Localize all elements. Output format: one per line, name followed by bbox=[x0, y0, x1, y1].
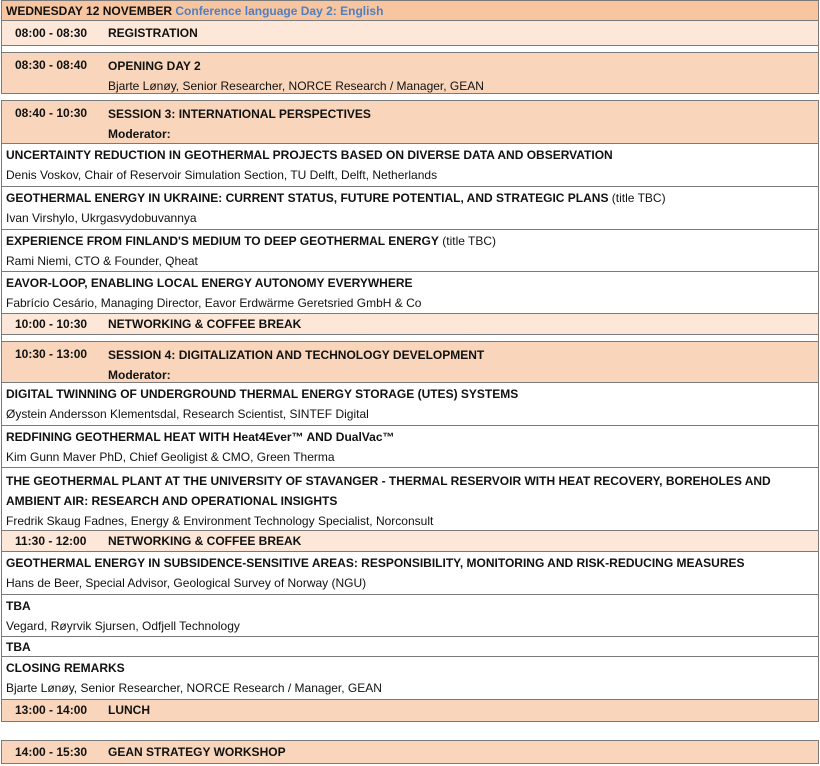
talk-item bbox=[1, 230, 819, 272]
talk-title: EAVOR-LOOP, ENABLING LOCAL ENERGY AUTONOMY EVERYWHERE bbox=[6, 276, 413, 290]
talk-title: TBA bbox=[6, 599, 31, 613]
talk-speaker: Rami Niemi, CTO & Founder, Qheat bbox=[6, 254, 198, 268]
talk-note: (title TBC) bbox=[608, 191, 666, 205]
talk-speaker: Ivan Virshylo, Ukrgasvydobuvannya bbox=[6, 211, 197, 225]
break-time: 10:00 - 10:30 bbox=[15, 317, 88, 331]
talk-speaker: Vegard, Røyrvik Sjursen, Odfjell Technology bbox=[6, 619, 240, 633]
registration-row bbox=[1, 21, 819, 46]
session3-row bbox=[1, 100, 819, 144]
talk-title: EXPERIENCE FROM FINLAND'S MEDIUM TO DEEP GEOTHERMAL ENERGY bbox=[6, 234, 439, 248]
break-title: NETWORKING & COFFEE BREAK bbox=[108, 317, 302, 331]
talk-title: TBA bbox=[6, 640, 31, 654]
opening-speaker: Bjarte Lønøy, Senior Researcher, NORCE Research / Manager, GEAN bbox=[108, 79, 484, 93]
session3-title: SESSION 3: INTERNATIONAL PERSPECTIVES bbox=[108, 107, 371, 121]
lunch-time: 13:00 - 14:00 bbox=[15, 703, 88, 717]
talk-speaker: Øystein Andersson Klementsdal, Research Scientist, SINTEF Digital bbox=[6, 407, 369, 421]
talk-speaker: Fredrik Skaug Fadnes, Energy & Environment Technology Specialist, Norconsult bbox=[6, 514, 434, 528]
opening-time: 08:30 - 08:40 bbox=[15, 58, 88, 72]
session4-moderator: Moderator: bbox=[108, 368, 171, 382]
talk-title: REDFINING GEOTHERMAL HEAT WITH Heat4Ever™ AND DualVac™ bbox=[6, 430, 395, 444]
talk-title: GEOTHERMAL ENERGY IN SUBSIDENCE-SENSITIVE AREAS: RESPONSIBILITY, MONITORING AND RISK-REDUCING MEASURES bbox=[6, 556, 745, 570]
coffee-break-row bbox=[1, 531, 819, 552]
workshop-time: 14:00 - 15:30 bbox=[15, 745, 88, 759]
talk-speaker: Bjarte Lønøy, Senior Researcher, NORCE Research / Manager, GEAN bbox=[6, 681, 382, 695]
workshop-row bbox=[1, 740, 819, 764]
talk-title-continued: AMBIENT AIR: RESEARCH AND OPERATIONAL INSIGHTS bbox=[6, 494, 338, 508]
talk-item bbox=[1, 637, 819, 657]
talk-item bbox=[1, 657, 819, 700]
talk-item bbox=[1, 383, 819, 426]
talk-item bbox=[1, 468, 819, 531]
talk-item bbox=[1, 272, 819, 314]
session4-time: 10:30 - 13:00 bbox=[15, 347, 88, 361]
day-header bbox=[1, 0, 819, 21]
talk-speaker: Denis Voskov, Chair of Reservoir Simulation Section, TU Delft, Delft, Netherlands bbox=[6, 168, 438, 182]
talk-speaker: Fabrício Cesário, Managing Director, Eavor Erdwärme Geretsried GmbH & Co bbox=[6, 296, 422, 310]
break-title: NETWORKING & COFFEE BREAK bbox=[108, 534, 302, 548]
program-table bbox=[1, 0, 819, 764]
session4-row bbox=[1, 341, 819, 383]
registration-time: 08:00 - 08:30 bbox=[15, 26, 88, 40]
lunch-row bbox=[1, 700, 819, 722]
conference-language: Conference language Day 2: English bbox=[175, 4, 384, 18]
talk-title: CLOSING REMARKS bbox=[6, 661, 125, 675]
session3-moderator: Moderator: bbox=[108, 127, 171, 141]
opening-title: OPENING DAY 2 bbox=[108, 59, 201, 73]
session3-time: 08:40 - 10:30 bbox=[15, 106, 88, 120]
registration-title: REGISTRATION bbox=[108, 26, 198, 40]
talk-title: DIGITAL TWINNING OF UNDERGROUND THERMAL ENERGY STORAGE (UTES) SYSTEMS bbox=[6, 387, 519, 401]
talk-item bbox=[1, 144, 819, 187]
talk-speaker: Kim Gunn Maver PhD, Chief Geoligist & CMO, Green Therma bbox=[6, 450, 335, 464]
talk-speaker: Hans de Beer, Special Advisor, Geological Survey of Norway (NGU) bbox=[6, 576, 367, 590]
coffee-break-row bbox=[1, 314, 819, 335]
lunch-title: LUNCH bbox=[108, 703, 150, 717]
talk-note: (title TBC) bbox=[438, 234, 497, 248]
talk-item bbox=[1, 187, 819, 230]
talk-title: GEOTHERMAL ENERGY IN UKRAINE: CURRENT STATUS, FUTURE POTENTIAL, AND STRATEGIC PLANS bbox=[6, 191, 609, 205]
talk-item bbox=[1, 552, 819, 595]
talk-title: THE GEOTHERMAL PLANT AT THE UNIVERSITY OF STAVANGER - THERMAL RESERVOIR WITH HEAT RECOVERY, BOREHOLES AND bbox=[6, 474, 771, 488]
opening-row bbox=[1, 52, 819, 94]
day-label: WEDNESDAY 12 NOVEMBER bbox=[6, 4, 173, 18]
session4-title: SESSION 4: DIGITALIZATION AND TECHNOLOGY DEVELOPMENT bbox=[108, 348, 485, 362]
talk-item bbox=[1, 426, 819, 468]
talk-item bbox=[1, 595, 819, 637]
talk-title: UNCERTAINTY REDUCTION IN GEOTHERMAL PROJECTS BASED ON DIVERSE DATA AND OBSERVATION bbox=[6, 148, 613, 162]
workshop-title: GEAN STRATEGY WORKSHOP bbox=[108, 745, 286, 759]
break-time: 11:30 - 12:00 bbox=[15, 534, 87, 548]
